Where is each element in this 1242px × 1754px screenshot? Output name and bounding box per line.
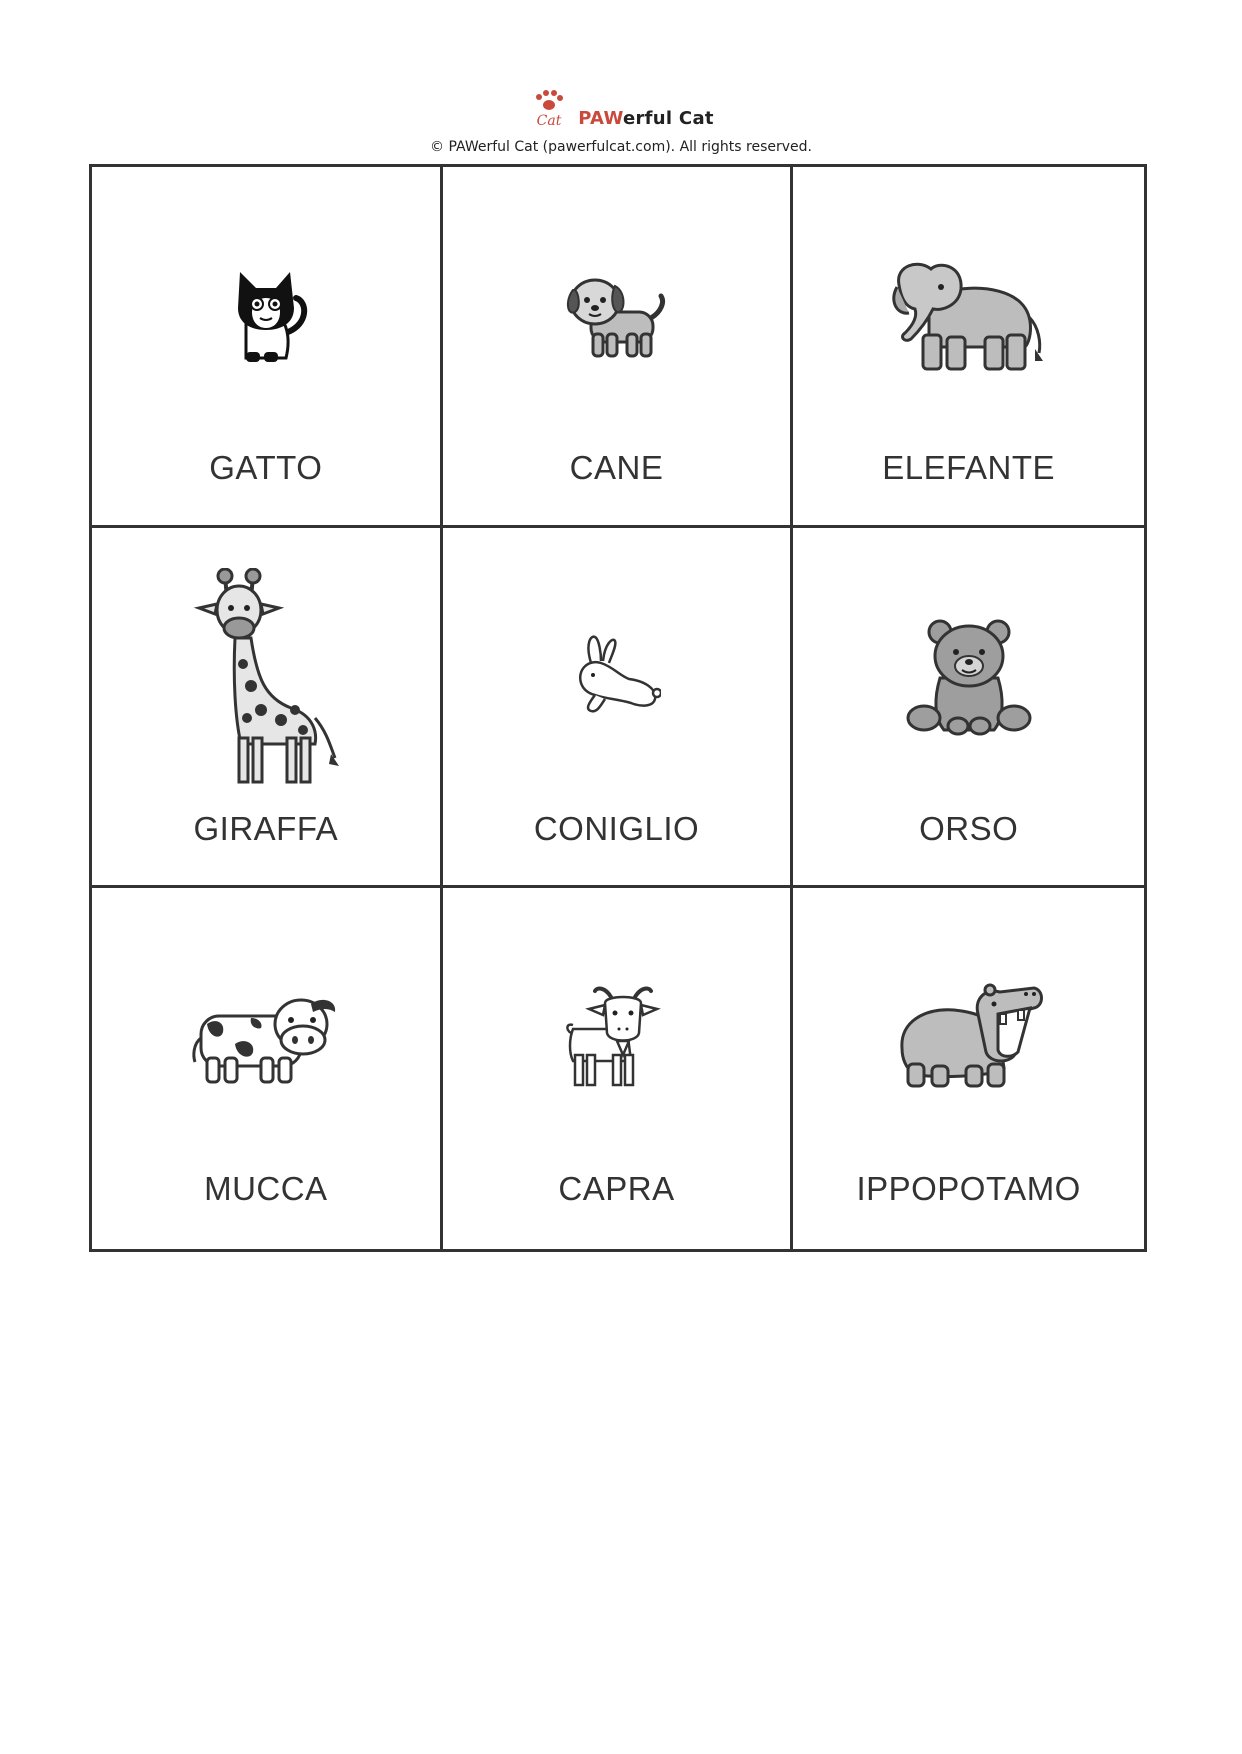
cat-icon xyxy=(216,262,316,372)
card-gatto xyxy=(92,167,443,528)
header xyxy=(0,86,1242,155)
card-capra xyxy=(443,888,794,1249)
rabbit-icon xyxy=(571,633,661,723)
copyright-text: © PAWerful Cat (pawerfulcat.com). All rights reserved. xyxy=(430,139,812,155)
logo-text: Cat xyxy=(536,113,562,129)
card-elefante xyxy=(793,167,1144,528)
card-label: MUCCA xyxy=(204,1170,328,1208)
elephant-icon xyxy=(889,257,1049,377)
flashcard-grid xyxy=(89,164,1147,1252)
giraffe-icon xyxy=(191,568,341,788)
paw-logo-icon xyxy=(528,88,570,130)
card-orso xyxy=(793,528,1144,889)
brand-accent: PAW xyxy=(578,108,623,129)
card-label: IPPOPOTAMO xyxy=(856,1170,1081,1208)
card-label: ORSO xyxy=(919,809,1019,847)
goat-icon xyxy=(561,983,671,1093)
card-label: CONIGLIO xyxy=(533,809,700,847)
card-label: CANE xyxy=(569,449,664,486)
brand-rest: erful Cat xyxy=(622,108,714,129)
brand-name xyxy=(578,108,714,130)
bear-icon xyxy=(904,618,1034,738)
card-coniglio xyxy=(443,528,794,889)
cow-icon xyxy=(191,988,341,1088)
card-label: CAPRA xyxy=(558,1170,675,1208)
dog-icon xyxy=(561,272,671,362)
card-label: ELEFANTE xyxy=(882,449,1056,486)
card-ippopotamo xyxy=(793,888,1144,1249)
logo xyxy=(528,86,714,130)
card-label: GIRAFFA xyxy=(193,809,339,847)
hippo-icon xyxy=(894,978,1044,1098)
card-label: GATTO xyxy=(209,449,323,486)
card-cane xyxy=(443,167,794,528)
card-giraffa xyxy=(92,528,443,889)
card-mucca xyxy=(92,888,443,1249)
